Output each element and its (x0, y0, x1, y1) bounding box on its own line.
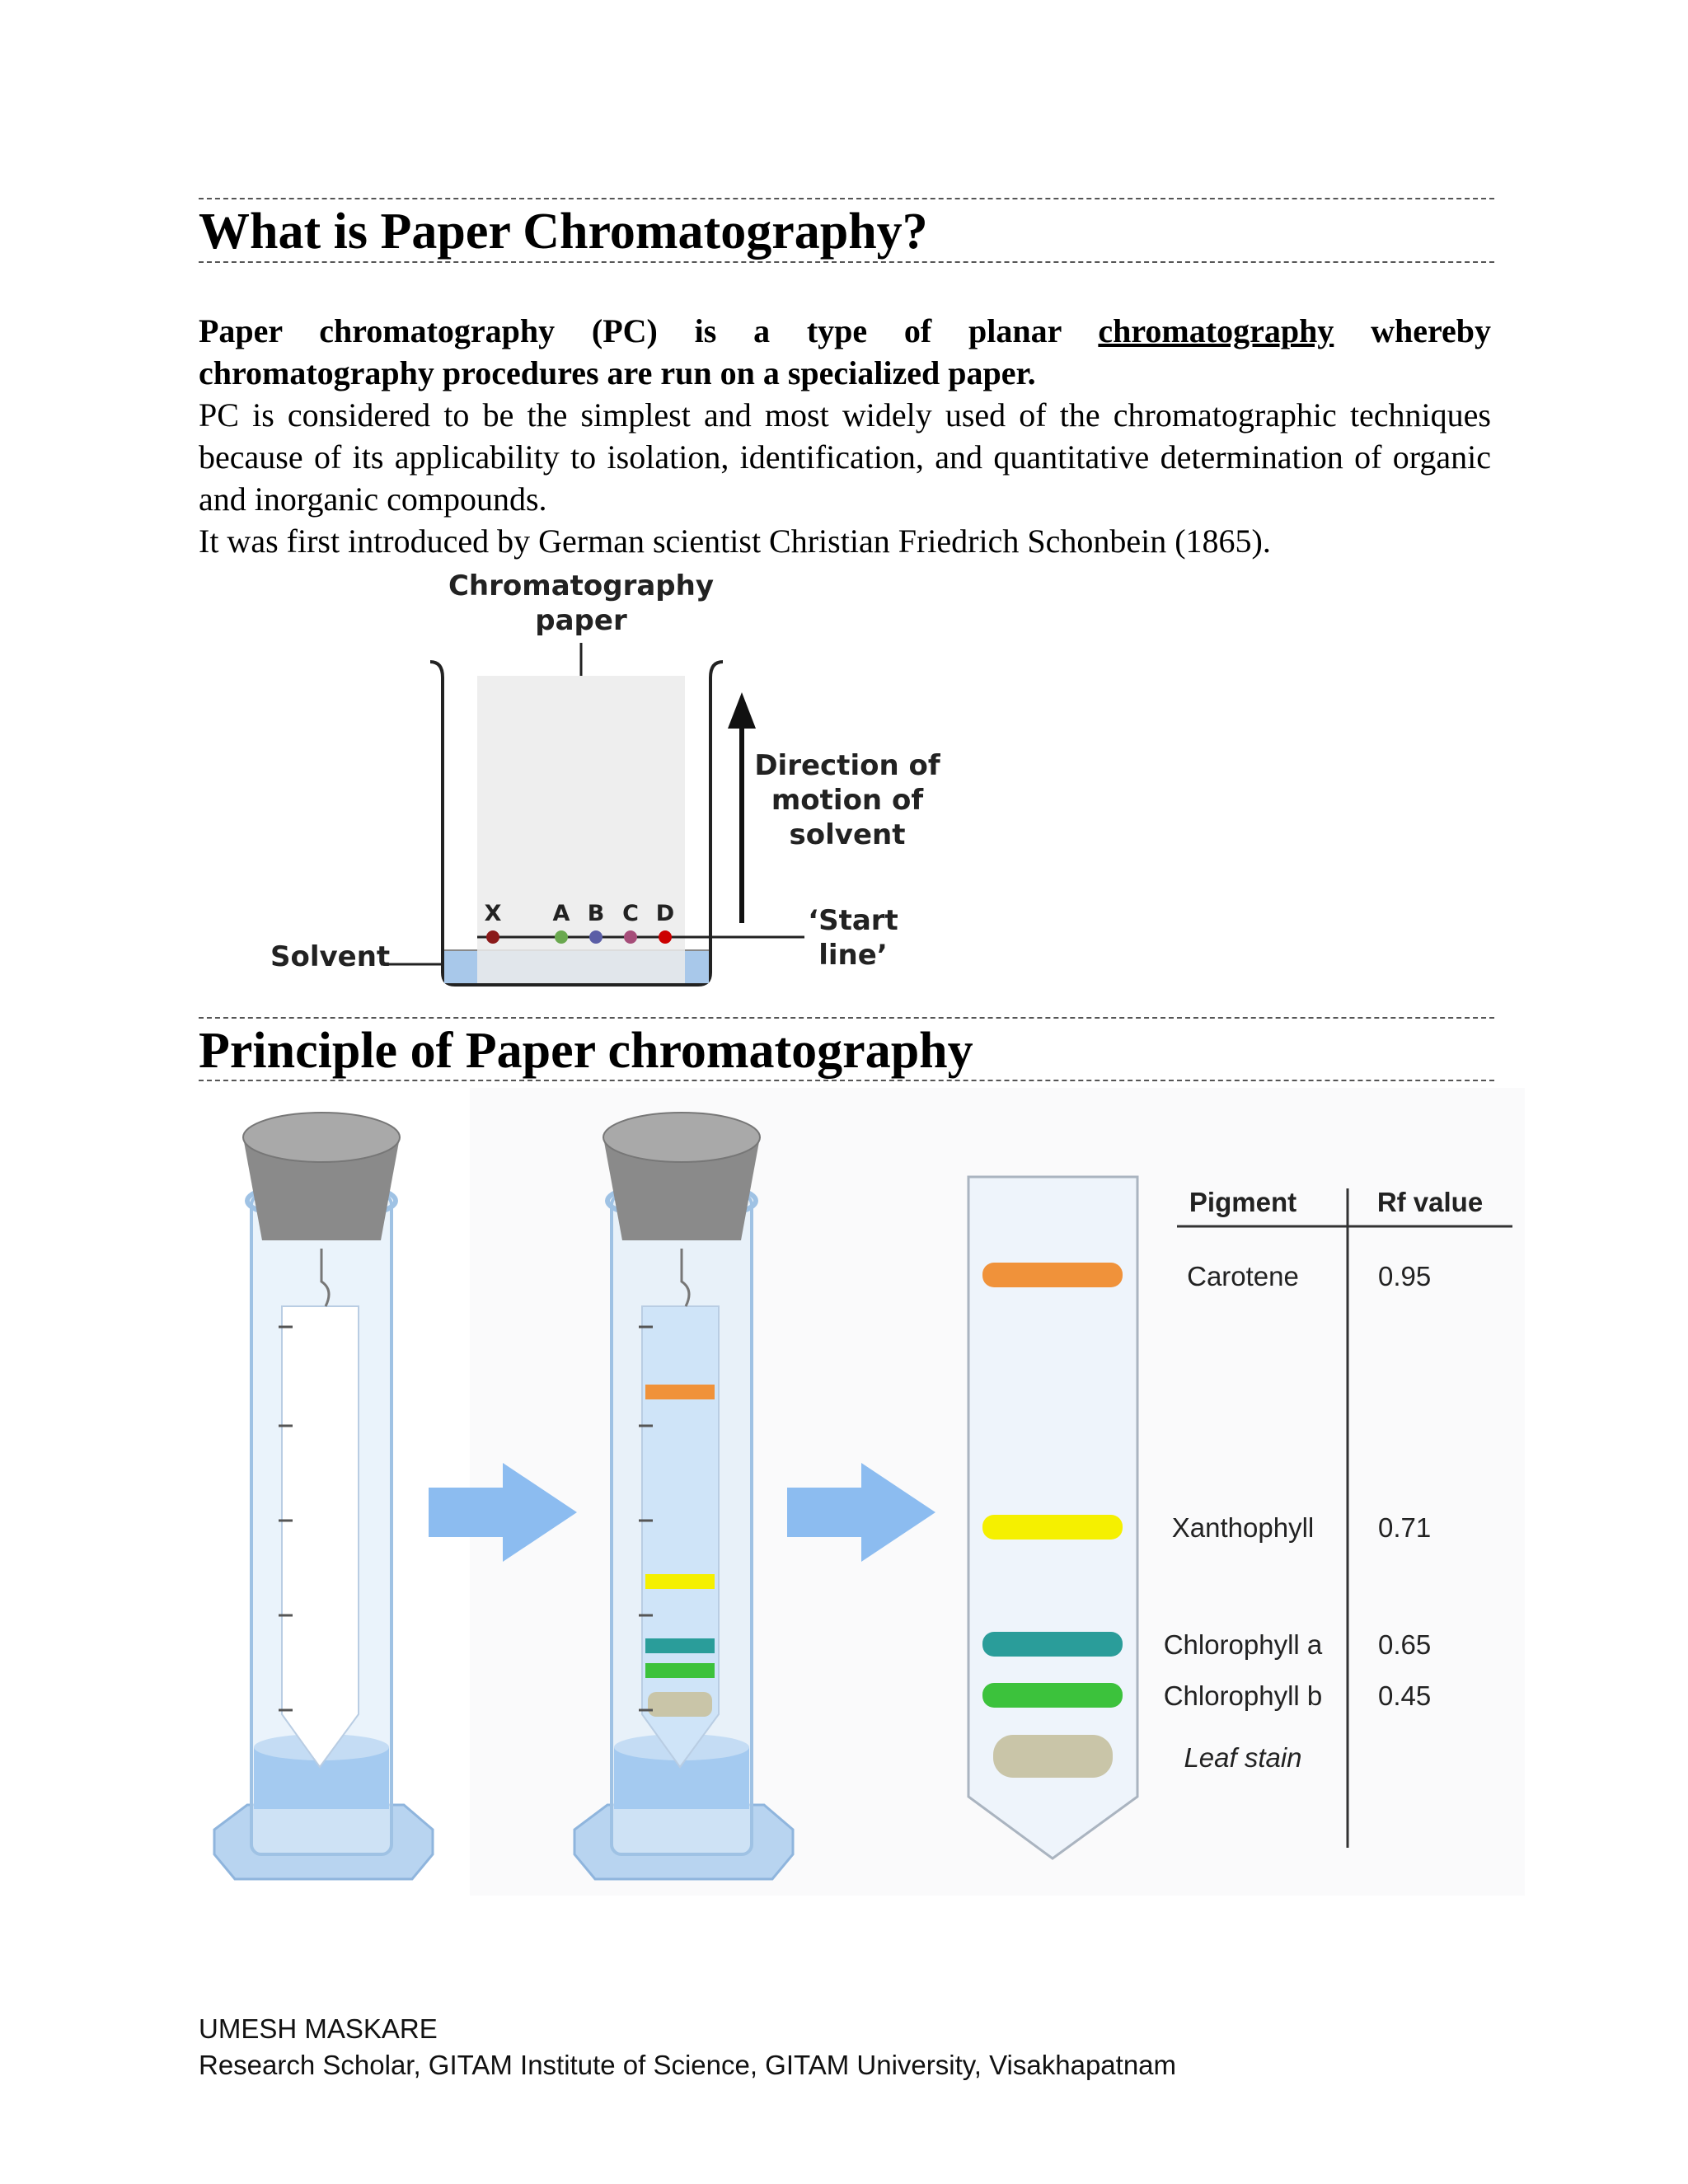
cylinder-2-band-carotene (645, 1385, 715, 1399)
intro-line-1 (199, 310, 1491, 352)
spot-d (659, 930, 672, 944)
intro-line-2: chromatography procedures are run on a specialized paper. (199, 354, 1036, 391)
cylinder-2-band-chlorophyll-a (645, 1638, 715, 1653)
top-rule (199, 198, 1494, 199)
spot-c (624, 930, 637, 944)
rf-chlorophyll-b: 0.45 (1378, 1680, 1432, 1711)
spot-label-a: A (552, 901, 570, 926)
cylinder-2-band-leaf-stain (648, 1692, 712, 1717)
strip-band-chlorophyll-b (982, 1683, 1123, 1708)
paragraph-schonbein: It was first introduced by German scientist Christian Friedrich Schonbein (1865). (199, 523, 1271, 560)
rf-carotene: 0.95 (1378, 1261, 1432, 1291)
spot-label-d: D (655, 901, 675, 926)
pigment-separation-figure (190, 1088, 1525, 1896)
spot-b (589, 930, 603, 944)
pigment-xanthophyll: Xanthophyll (1171, 1512, 1315, 1543)
spot-a (555, 930, 568, 944)
chromatography-link[interactable]: chromatography (1098, 312, 1334, 349)
direction-label-2: motion of (771, 784, 924, 817)
author-name: UMESH MASKARE (199, 2013, 438, 2044)
rf-chlorophyll-a: 0.65 (1378, 1629, 1432, 1660)
cylinder-2-stopper-top (603, 1113, 760, 1162)
chromatography-setup-diagram (247, 560, 989, 997)
strip-band-chlorophyll-a (982, 1632, 1123, 1657)
section2-top-rule (199, 1017, 1494, 1019)
pigment-chlorophyll-a: Chlorophyll a (1163, 1629, 1323, 1660)
section-title-principle: Principle of Paper chromatography (199, 1023, 973, 1079)
pigment-carotene: Carotene (1187, 1261, 1299, 1291)
cylinder-1-paper (282, 1306, 359, 1767)
paper-label-line-1: Chromatography (448, 569, 715, 602)
direction-arrow-head (728, 692, 756, 729)
spot-label-x: X (484, 901, 502, 926)
start-line-label-2: line’ (818, 939, 888, 972)
title-underline-rule (199, 261, 1494, 263)
strip-band-leaf-stain (993, 1735, 1113, 1778)
author-affiliation: Research Scholar, GITAM Institute of Science, GITAM University, Visakhapatnam (199, 2050, 1177, 2080)
section2-underline-rule (199, 1080, 1494, 1081)
solvent-label: Solvent (270, 940, 391, 973)
table-header-rf: Rf value (1376, 1187, 1484, 1217)
intro-text-after: whereby (1371, 312, 1491, 349)
cylinder-2-band-chlorophyll-b (645, 1663, 715, 1678)
start-line-label-1: ‘Start (808, 904, 898, 937)
spot-label-b: B (587, 901, 605, 926)
paper-label-line-2: paper (535, 604, 627, 637)
strip-band-carotene (982, 1263, 1123, 1287)
strip-band-xanthophyll (982, 1515, 1123, 1540)
pigment-leaf-stain: Leaf stain (1184, 1742, 1302, 1773)
cylinder-2-band-xanthophyll (645, 1574, 715, 1589)
rf-xanthophyll: 0.71 (1378, 1512, 1432, 1543)
spot-label-c: C (622, 901, 639, 926)
spot-x (486, 930, 499, 944)
pigment-chlorophyll-b: Chlorophyll b (1163, 1680, 1323, 1711)
section-title-what-is: What is Paper Chromatography? (199, 204, 928, 260)
intro-text-before: Paper chromatography (PC) is a type of planar (199, 312, 1062, 349)
cylinder-before (214, 1113, 433, 1879)
direction-label-1: Direction of (754, 749, 940, 782)
table-header-pigment: Pigment (1189, 1187, 1297, 1217)
direction-label-3: solvent (789, 818, 906, 851)
cylinder-1-stopper-top (243, 1113, 400, 1162)
paragraph-pc-simplest: PC is considered to be the simplest and most widely used of the chromatographic techniques because of its applicability to isolation, identification, and quantitative determination of organic and inorganic compounds. (199, 396, 1491, 518)
